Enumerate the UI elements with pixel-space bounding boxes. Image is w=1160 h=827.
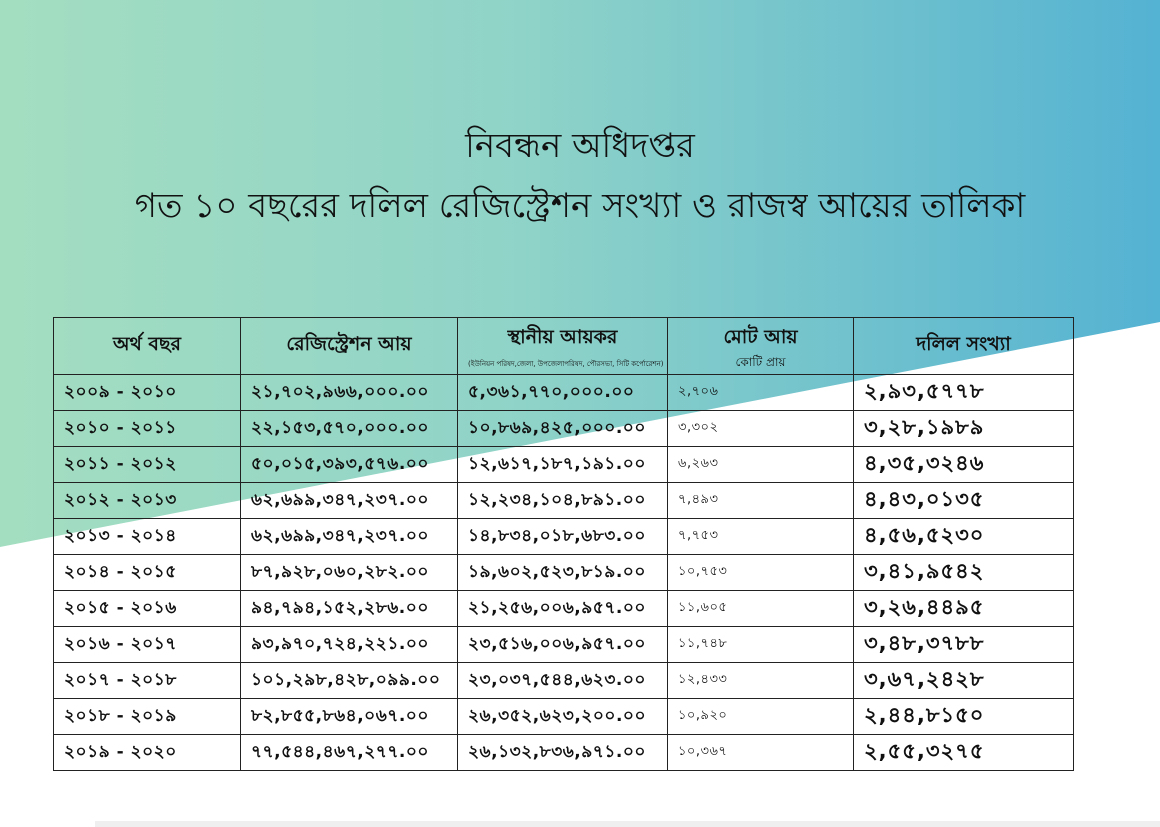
cell-fiscal-year: ২০০৯ - ২০১০ (54, 375, 241, 411)
cell-deed-count: ৪,৫৬,৫২৩০ (854, 519, 1074, 555)
cell-fiscal-year: ২০১৭ - ২০১৮ (54, 663, 241, 699)
table-row (54, 555, 1074, 591)
cell-local-tax: ২৬,৩৫২,৬২৩,২০০.০০ (458, 699, 668, 735)
title-block (0, 118, 1160, 234)
cell-deed-count: ৩,৪১,৯৫৪২ (854, 555, 1074, 591)
cell-fiscal-year: ২০১২ - ২০১৩ (54, 483, 241, 519)
cell-fiscal-year: ২০১৪ - ২০১৫ (54, 555, 241, 591)
header-total-income-note: কোটি প্রায় (735, 355, 786, 369)
cell-local-tax: ১০,৮৬৯,৪২৫,০০০.০০ (458, 411, 668, 447)
cell-fiscal-year: ২০১৯ - ২০২০ (54, 735, 241, 771)
cell-total-income: ১১,৬০৫ (668, 591, 854, 627)
cell-total-income: ৭,৪৯৩ (668, 483, 854, 519)
cell-registration-income: ৮২,৮৫৫,৮৬৪,০৬৭.০০ (241, 699, 458, 735)
cell-deed-count: ৩,৪৮,৩৭৮৮ (854, 627, 1074, 663)
cell-registration-income: ৭৭,৫৪৪,৪৬৭,২৭৭.০০ (241, 735, 458, 771)
cell-local-tax: ২৩,০৩৭,৫৪৪,৬২৩.০০ (458, 663, 668, 699)
cell-total-income: ১২,৪৩৩ (668, 663, 854, 699)
cell-total-income: ১১,৭৪৮ (668, 627, 854, 663)
table-row (54, 699, 1074, 735)
cell-total-income: ৩,৩০২ (668, 411, 854, 447)
cell-registration-income: ১০১,২৯৮,৪২৮,০৯৯.০০ (241, 663, 458, 699)
table-row (54, 735, 1074, 771)
cell-total-income: ১০,৭৫৩ (668, 555, 854, 591)
header-fiscal-year: অর্থ বছর (54, 318, 241, 375)
cell-fiscal-year: ২০১০ - ২০১১ (54, 411, 241, 447)
cell-total-income: ১০,৯২০ (668, 699, 854, 735)
cell-local-tax: ১২,৬১৭,১৮৭,১৯১.০০ (458, 447, 668, 483)
cell-local-tax: ১৪,৮৩৪,০১৮,৬৮৩.০০ (458, 519, 668, 555)
cell-total-income: ১০,৩৬৭ (668, 735, 854, 771)
cell-total-income: ২,৭০৬ (668, 375, 854, 411)
page-title: নিবন্ধন অধিদপ্তর (465, 126, 695, 166)
cell-deed-count: ৪,৩৫,৩২৪৬ (854, 447, 1074, 483)
cell-fiscal-year: ২০১৮ - ২০১৯ (54, 699, 241, 735)
header-registration-income: রেজিস্ট্রেশন আয় (241, 318, 458, 375)
table-row (54, 483, 1074, 519)
cell-total-income: ৭,৭৫৩ (668, 519, 854, 555)
bottom-strip (95, 821, 1160, 827)
revenue-table (53, 317, 1074, 771)
cell-local-tax: ১২,২৩৪,১০৪,৮৯১.০০ (458, 483, 668, 519)
cell-registration-income: ২২,১৫৩,৫৭০,০০০.০০ (241, 411, 458, 447)
cell-local-tax: ১৯,৬০২,৫২৩,৮১৯.০০ (458, 555, 668, 591)
cell-registration-income: ৯৪,৭৯৪,১৫২,২৮৬.০০ (241, 591, 458, 627)
cell-registration-income: ৬২,৬৯৯,৩৪৭,২৩৭.০০ (241, 483, 458, 519)
table-row (54, 627, 1074, 663)
cell-deed-count: ২,৫৫,৩২৭৫ (854, 735, 1074, 771)
table-row (54, 591, 1074, 627)
cell-registration-income: ৫০,০১৫,৩৯৩,৫৭৬.০০ (241, 447, 458, 483)
table-row (54, 447, 1074, 483)
header-deed-count: দলিল সংখ্যা (854, 318, 1074, 375)
header-total-income: মোট আয় কোটি প্রায় (668, 318, 854, 375)
cell-local-tax: ২১,২৫৬,০০৬,৯৫৭.০০ (458, 591, 668, 627)
cell-deed-count: ৩,২৮,১৯৮৯ (854, 411, 1074, 447)
cell-fiscal-year: ২০১১ - ২০১২ (54, 447, 241, 483)
cell-fiscal-year: ২০১৬ - ২০১৭ (54, 627, 241, 663)
cell-fiscal-year: ২০১৫ - ২০১৬ (54, 591, 241, 627)
table-row (54, 375, 1074, 411)
cell-fiscal-year: ২০১৩ - ২০১৪ (54, 519, 241, 555)
table-row (54, 663, 1074, 699)
cell-total-income: ৬,২৬৩ (668, 447, 854, 483)
cell-registration-income: ২১,৭০২,৯৬৬,০০০.০০ (241, 375, 458, 411)
table-row (54, 519, 1074, 555)
header-local-tax-note: (ইউনিয়ন পরিষদ,জেলা, উপজেলাপরিষদ, পৌরসভা, সিটি কর্পোরেশন) (468, 360, 664, 368)
header-local-tax: স্থানীয় আয়কর (ইউনিয়ন পরিষদ,জেলা, উপজেলাপরিষদ, পৌরসভা, সিটি কর্পোরেশন) (458, 318, 668, 375)
cell-local-tax: ৫,৩৬১,৭৭০,০০০.০০ (458, 375, 668, 411)
cell-deed-count: ২,৪৪,৮১৫০ (854, 699, 1074, 735)
cell-deed-count: ৩,২৬,৪৪৯৫ (854, 591, 1074, 627)
cell-local-tax: ২৬,১৩২,৮৩৬,৯৭১.০০ (458, 735, 668, 771)
cell-registration-income: ৬২,৬৯৯,৩৪৭,২৩৭.০০ (241, 519, 458, 555)
cell-deed-count: ৩,৬৭,২৪২৮ (854, 663, 1074, 699)
cell-deed-count: ৪,৪৩,০১৩৫ (854, 483, 1074, 519)
table-row (54, 411, 1074, 447)
cell-registration-income: ৯৩,৯৭০,৭২৪,২২১.০০ (241, 627, 458, 663)
table-header-row (54, 318, 1074, 375)
cell-local-tax: ২৩,৫১৬,০০৬,৯৫৭.০০ (458, 627, 668, 663)
cell-deed-count: ২,৯৩,৫৭৭৮ (854, 375, 1074, 411)
page-subtitle: গত ১০ বছরের দলিল রেজিস্ট্রেশন সংখ্যা ও রাজস্ব আয়ের তালিকা (134, 186, 1026, 226)
cell-registration-income: ৮৭,৯২৮,০৬০,২৮২.০০ (241, 555, 458, 591)
